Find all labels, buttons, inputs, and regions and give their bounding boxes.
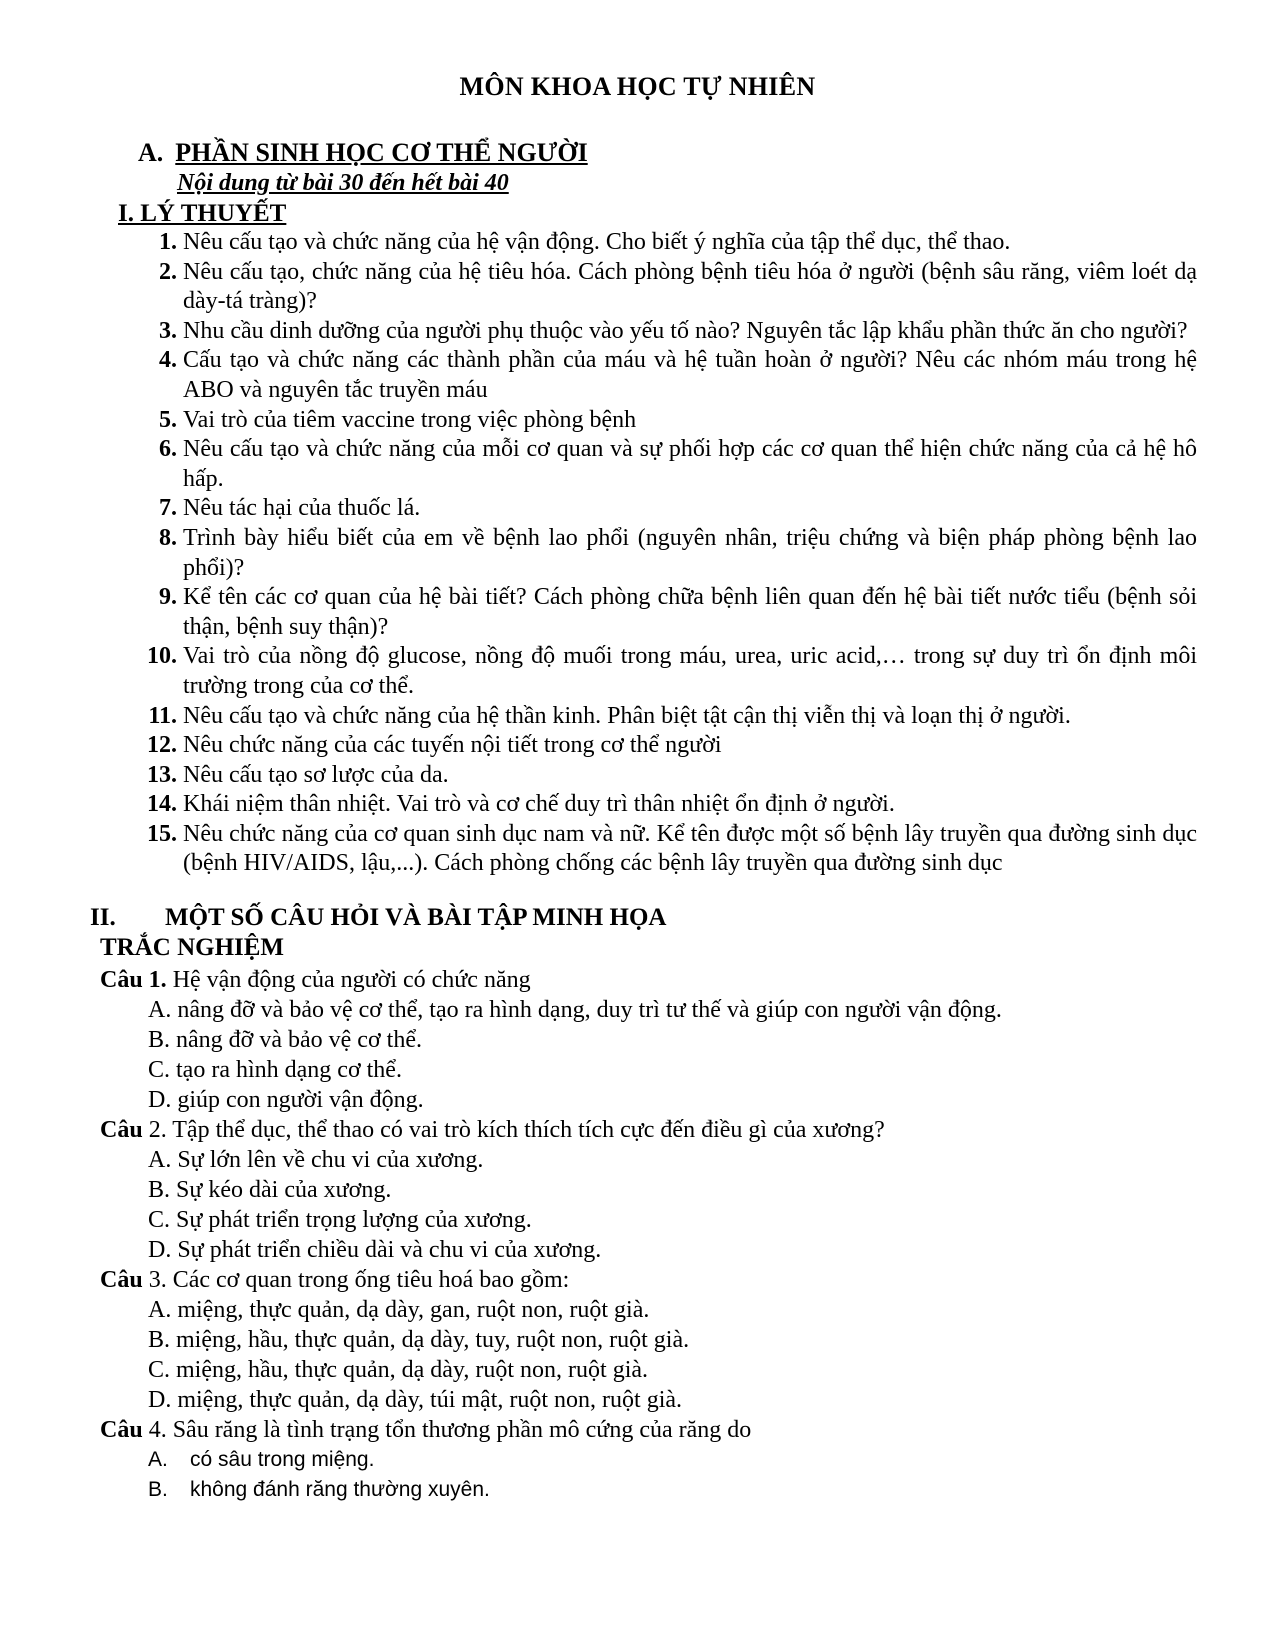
mcq-option: C. miệng, hầu, thực quản, dạ dày, ruột non, ruột già. (148, 1357, 649, 1383)
theory-item-number: 2. (159, 258, 177, 285)
mcq-option: A. Sự lớn lên về chu vi của xương. (148, 1147, 484, 1173)
theory-item (135, 435, 1197, 494)
mcq-stem (100, 1115, 1200, 1145)
mcq-option: C. tạo ra hình dạng cơ thể. (148, 1057, 402, 1083)
section-a-subtitle: Nội dung từ bài 30 đến hết bài 40 (177, 170, 509, 196)
theory-item (135, 524, 1197, 583)
theory-item (135, 583, 1197, 642)
theory-item-text: Nêu chức năng của các tuyến nội tiết trong cơ thể người (183, 732, 722, 759)
theory-item-number: 15. (147, 820, 177, 847)
theory-item (135, 494, 1197, 524)
theory-item (135, 761, 1197, 791)
theory-item-text: Kể tên các cơ quan của hệ bài tiết? Cách phòng chữa bệnh liên quan đến hệ bài tiết nước tiểu (bệnh sỏi thận, bệnh suy thận)? (183, 584, 1197, 640)
mcq-option-letter: B. (148, 1478, 168, 1501)
mcq-option: B. nâng đỡ và bảo vệ cơ thể. (148, 1027, 422, 1053)
page-title: MÔN KHOA HỌC TỰ NHIÊN (459, 72, 816, 101)
mcq-stem-text: 2. Tập thể dục, thể thao có vai trò kích thích tích cực đến điều gì của xương? (142, 1117, 885, 1143)
theory-item-text: Vai trò của tiêm vaccine trong việc phòng bệnh (183, 406, 637, 433)
mcq-label: Câu (100, 1267, 143, 1293)
theory-item-number: 7. (159, 495, 177, 522)
mcq-option: C. Sự phát triển trọng lượng của xương. (148, 1207, 532, 1233)
theory-item-text: Nêu tác hại của thuốc lá. (183, 495, 421, 522)
mcq-option: B. miệng, hầu, thực quản, dạ dày, tuy, ruột non, ruột già. (148, 1327, 690, 1353)
theory-item-number: 1. (159, 229, 177, 255)
theory-item-text: Trình bày hiểu biết của em về bệnh lao phổi (nguyên nhân, triệu chứng và biện pháp phòng bệnh lao phổi)? (183, 524, 1197, 581)
mcq-option-text: không đánh răng thường xuyên. (190, 1478, 490, 1501)
theory-item (135, 317, 1197, 347)
mcq-label: Câu (100, 1417, 143, 1443)
theory-item (135, 258, 1197, 317)
theory-item-text: Nhu cầu dinh dưỡng của người phụ thuộc vào yếu tố nào? Nguyên tắc lập khẩu phần thức ăn cho người? (183, 317, 1188, 344)
theory-item (135, 790, 1197, 820)
theory-item-text: Nêu cấu tạo sơ lược của da. (183, 761, 449, 788)
mcq-label: Câu 1. (100, 967, 167, 993)
mcq-question (100, 1415, 1200, 1505)
mcq-stem-text: 4. Sâu răng là tình trạng tổn thương phần mô cứng của răng do (142, 1417, 752, 1443)
theory-item-number: 6. (159, 436, 177, 463)
section-a-heading (138, 138, 588, 168)
theory-item-text: Nêu cấu tạo, chức năng của hệ tiêu hóa. Cách phòng bệnh tiêu hóa ở người (bệnh sâu răng, viêm loét dạ dày-tá tràng)? (183, 258, 1197, 315)
mcq-label: Câu (100, 1117, 143, 1143)
mcq-stem-text: 3. Các cơ quan trong ống tiêu hoá bao gồm: (142, 1267, 570, 1293)
section-i-label: I. LÝ THUYẾT (118, 200, 287, 227)
theory-item-number: 5. (159, 406, 177, 433)
section-i-heading (118, 200, 286, 228)
theory-item-number: 3. (159, 317, 177, 344)
theory-item (135, 346, 1197, 405)
mcq-stem (100, 1265, 1200, 1295)
mcq-question (100, 965, 1200, 1115)
theory-item-text: Cấu tạo và chức năng các thành phần của máu và hệ tuần hoàn ở người? Nêu các nhóm máu trong hệ ABO và nguyên tắc truyền máu (183, 347, 1197, 403)
mcq-stem (100, 1415, 1200, 1445)
mcq-option: D. giúp con người vận động. (148, 1087, 424, 1113)
mcq-question (100, 1115, 1200, 1265)
theory-item (135, 406, 1197, 436)
mcq-option: A. nâng đỡ và bảo vệ cơ thể, tạo ra hình dạng, duy trì tư thế và giúp con người vận động. (148, 997, 1002, 1023)
theory-item (135, 731, 1197, 761)
mcq-question (100, 1265, 1200, 1415)
theory-item-text: Nêu cấu tạo và chức năng của hệ vận động. Cho biết ý nghĩa của tập thể dục, thể thao. (183, 229, 1011, 255)
theory-item-text: Vai trò của nồng độ glucose, nồng độ muối trong máu, urea, uric acid,… trong sự duy trì ổn định môi trường trong của cơ thể. (183, 643, 1197, 699)
mcq-option: B. Sự kéo dài của xương. (148, 1177, 392, 1203)
theory-item (135, 228, 1197, 258)
multiple-choice-heading: TRẮC NGHIỆM (100, 934, 285, 961)
mcq-option: A. miệng, thực quản, dạ dày, gan, ruột non, ruột già. (148, 1297, 650, 1323)
theory-item-text: Khái niệm thân nhiệt. Vai trò và cơ chế duy trì thân nhiệt ổn định ở người. (183, 791, 895, 818)
mcq-option: D. miệng, thực quản, dạ dày, túi mật, ruột non, ruột già. (148, 1387, 683, 1413)
mcq-option-letter: A. (148, 1448, 168, 1471)
theory-item-text: Nêu cấu tạo và chức năng của hệ thần kinh. Phân biệt tật cận thị viễn thị và loạn thị ở người. (183, 702, 1071, 729)
theory-item-number: 10. (147, 643, 177, 670)
section-ii-title: MỘT SỐ CÂU HỎI VÀ BÀI TẬP MINH HỌA (165, 904, 667, 931)
section-ii-heading (90, 904, 666, 932)
section-ii-roman: II. (90, 904, 116, 931)
mcq-option (100, 1445, 1200, 1475)
theory-item-number: 4. (159, 347, 177, 374)
mcq-option (100, 1475, 1200, 1505)
theory-list (135, 228, 1197, 879)
theory-item (135, 702, 1197, 732)
theory-item-number: 8. (159, 524, 177, 551)
theory-item-text: Nêu cấu tạo và chức năng của mỗi cơ quan và sự phối hợp các cơ quan thể hiện chức năng của cả hệ hô hấp. (183, 436, 1197, 492)
theory-item (135, 820, 1197, 879)
section-a-title: PHẦN SINH HỌC CƠ THỂ NGƯỜI (175, 138, 588, 167)
mcq-option-text: có sâu trong miệng. (190, 1448, 375, 1471)
theory-item-text: Nêu chức năng của cơ quan sinh dục nam và nữ. Kể tên được một số bệnh lây truyền qua đường sinh dục (bệnh HIV/AIDS, lậu,...). Cách phòng chống các bệnh lây truyền qua đường sinh dục (183, 820, 1197, 877)
mcq-list (100, 965, 1200, 1505)
theory-item-number: 9. (159, 584, 177, 611)
theory-item-number: 11. (148, 702, 177, 729)
mcq-option: D. Sự phát triển chiều dài và chu vi của xương. (148, 1237, 602, 1263)
section-a-letter: A. (138, 138, 164, 167)
theory-item-number: 14. (147, 791, 177, 818)
theory-item-number: 12. (147, 732, 177, 759)
mcq-stem-text: Hệ vận động của người có chức năng (166, 967, 531, 993)
mcq-stem (100, 965, 1200, 995)
theory-item (135, 642, 1197, 701)
theory-item-number: 13. (147, 761, 177, 788)
